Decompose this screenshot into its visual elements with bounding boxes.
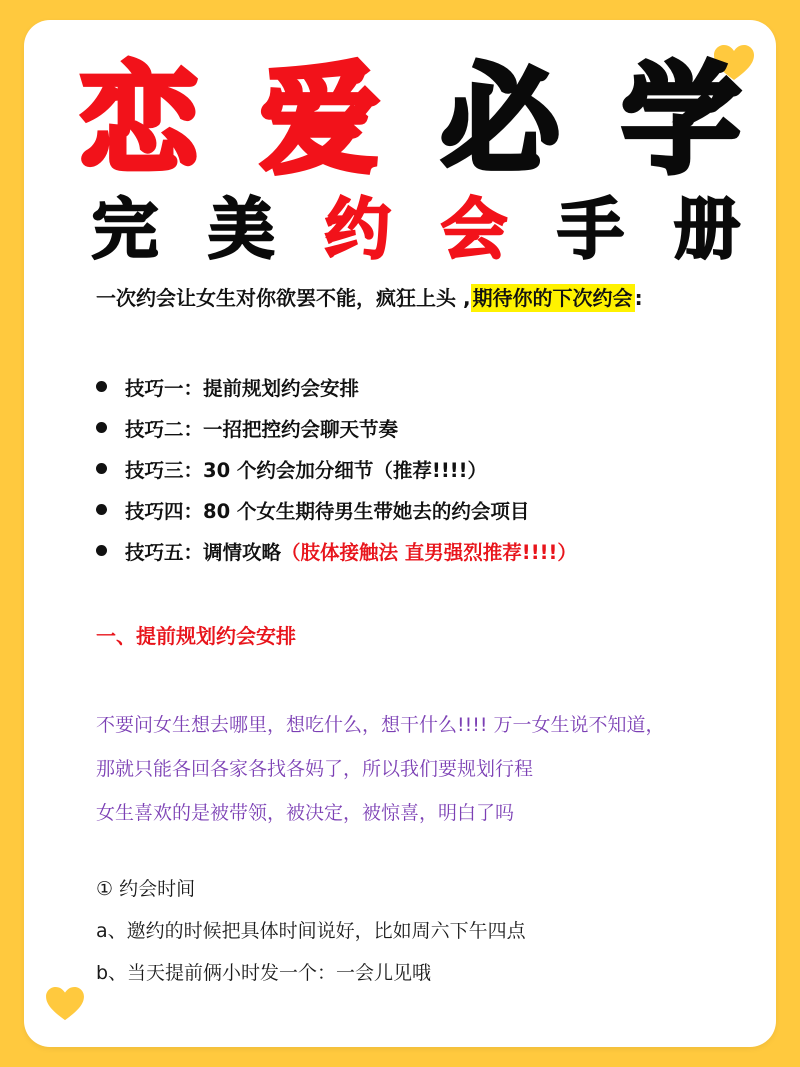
- advice-paragraph: [96, 703, 665, 835]
- detail-line: a、邀约的时候把具体时间说好，比如周六下午四点: [96, 920, 526, 942]
- title-char: 学: [621, 51, 740, 189]
- subtitle-char: 约: [324, 191, 391, 268]
- tip-label: 技巧一：提前规划约会安排: [125, 376, 360, 400]
- tips-list: [96, 366, 577, 571]
- subtitle-char: 完: [92, 191, 158, 268]
- tip-item: [96, 366, 577, 407]
- subsection-title: ① 约会时间: [96, 878, 196, 900]
- subtitle-char: 美: [208, 191, 275, 268]
- intro-text: 一次约会让女生对你欲罢不能，疯狂上头 ,: [96, 286, 471, 310]
- tip-item: [96, 530, 577, 571]
- advice-line: 那就只能各回各家各找各妈了，所以我们要规划行程: [96, 758, 534, 780]
- intro-highlight: 期待你的下次约会: [472, 286, 633, 310]
- tip-item: [96, 489, 577, 530]
- date-time-section: [96, 868, 526, 994]
- main-title: [80, 51, 740, 189]
- bullet-icon: [96, 422, 107, 433]
- title-char: 爱: [260, 51, 379, 189]
- tip-label: 技巧二：一招把控约会聊天节奏: [125, 417, 399, 441]
- tip-label: 技巧四：80 个女生期待男生带她去的约会项目: [125, 499, 530, 523]
- bullet-icon: [96, 545, 107, 556]
- subtitle-char: 手: [557, 191, 624, 268]
- subtitle-char: 册: [673, 191, 740, 268]
- bullet-icon: [96, 463, 107, 474]
- tip-label: 技巧三：30 个约会加分细节（推荐!!!!）: [125, 458, 487, 482]
- tip-item: [96, 448, 577, 489]
- bullet-icon: [96, 381, 107, 392]
- bullet-icon: [96, 504, 107, 515]
- subtitle: [92, 190, 740, 270]
- heart-icon: [44, 986, 86, 1022]
- advice-line: 女生喜欢的是被带领，被决定，被惊喜，明白了吗: [96, 802, 515, 824]
- subtitle-char: 会: [441, 191, 508, 268]
- detail-line: b、当天提前俩小时发一个：一会儿见哦: [96, 962, 432, 984]
- title-char: 恋: [80, 51, 199, 189]
- tip-label: 技巧五：调情攻略: [125, 540, 282, 564]
- intro-end: :: [634, 286, 643, 310]
- tip-item: [96, 407, 577, 448]
- section-title: 一、提前规划约会安排: [96, 624, 296, 648]
- advice-line: 不要问女生想去哪里，想吃什么，想干什么!!!! 万一女生说不知道，: [96, 714, 665, 736]
- title-char: 必: [441, 51, 560, 189]
- tip-extra: （肢体接触法 直男强烈推荐!!!!）: [281, 540, 577, 564]
- intro-line: [96, 282, 643, 311]
